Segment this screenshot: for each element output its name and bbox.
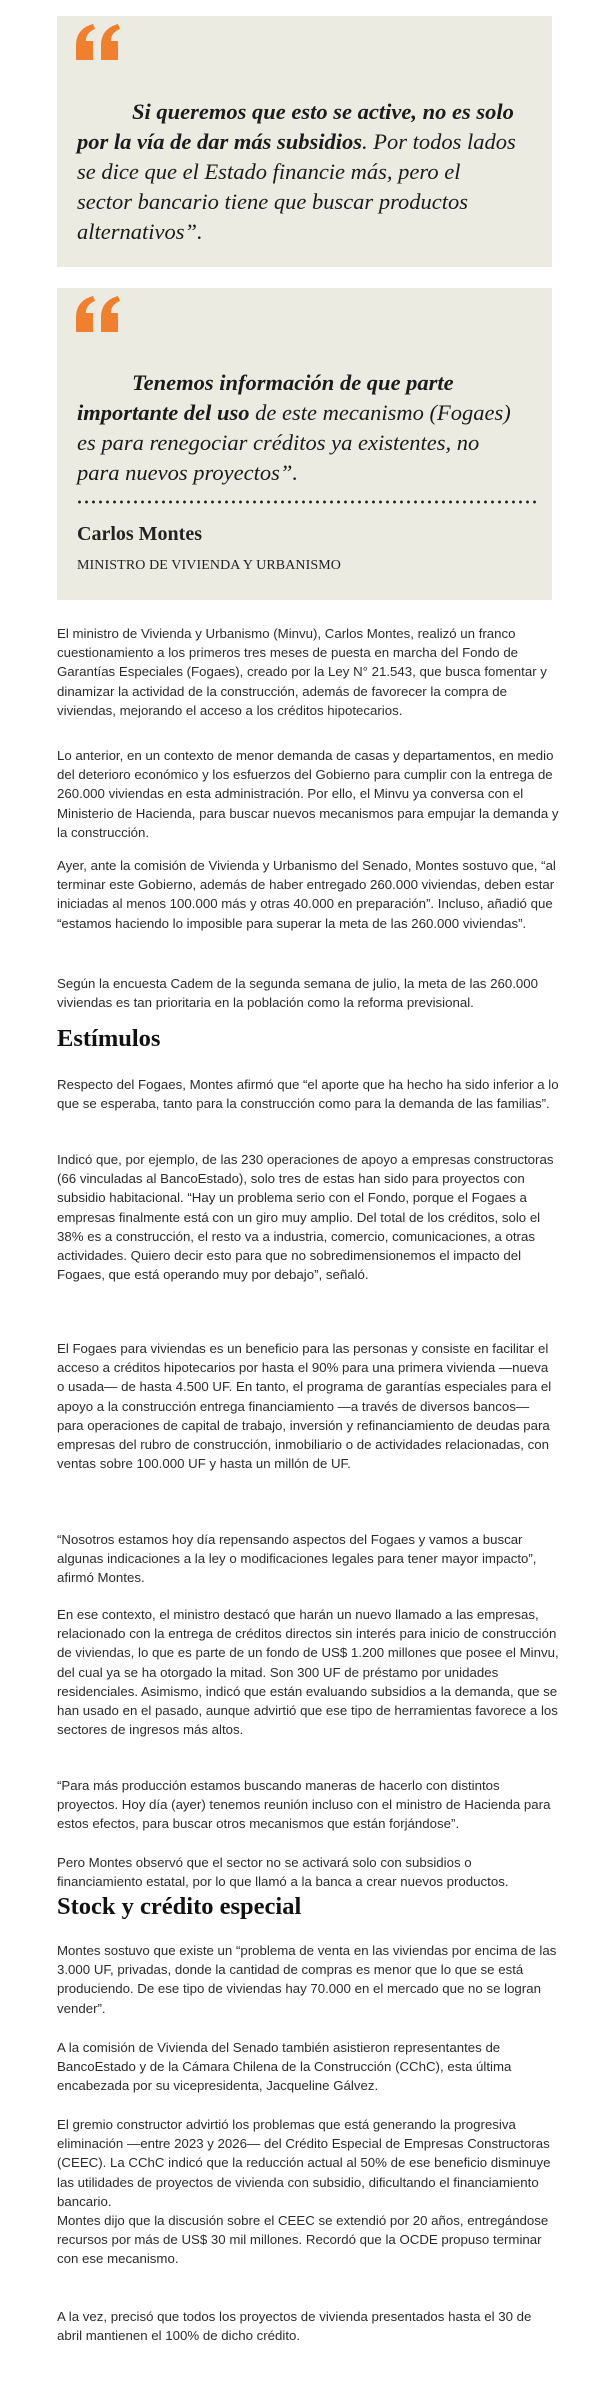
article-paragraph: El ministro de Vivienda y Urbanismo (Minvu), Carlos Montes, realizó un franco cuestionamiento a los primeros tres meses de puesta en marcha del Fondo de Garantías Especiales (Fogaes), creado por la Ley N° 21.543, que busca fomentar y dinamizar la actividad de la construcción, además de favorecer la compra de viviendas, mejorando el acceso a los créditos hipotecarios.: [57, 626, 547, 718]
article-paragraph: Lo anterior, en un contexto de menor demanda de casas y departamentos, en medio del deterioro económico y los esfuerzos del Gobierno para cumplir con la entrega de 260.000 viviendas en esta administración. Por ello, el Minvu ya conversa con el Ministerio de Hacienda, para buscar nuevos mecanismos para empujar la demanda y la construcción.: [57, 748, 559, 840]
article-paragraph: Ayer, ante la comisión de Vivienda y Urbanismo del Senado, Montes sostuvo que, “al terminar este Gobierno, además de haber entregado 260.000 viviendas, deben estar iniciadas al menos 100.000 más y otras 40.000 en preparación”. Incluso, añadió que “estamos haciendo lo imposible para superar la meta de las 260.000 viviendas”.: [57, 858, 556, 931]
quote-mark-icon: [74, 24, 122, 62]
section-heading: Stock y crédito especial: [57, 1893, 302, 1920]
article-paragraph: El gremio constructor advirtió los problemas que está generando la progresiva eliminación —entre 2023 y 2026— del Crédito Especial de Empresas Constructoras (CEEC). La CChC indicó que la reducción actual al 50% de ese beneficio disminuye las utilidades de proyectos de vivienda con subsidio, dificultando el financiamiento bancario.: [57, 2117, 551, 2209]
pull-quote-rest: . Por todos lados se dice que el Estado financie más, pero el sector bancario tiene que buscar productos alternativos”.: [77, 129, 516, 244]
article-paragraph: Montes dijo que la discusión sobre el CEEC se extendió por 20 años, entregándose recursos por más de US$ 30 mil millones. Recordó que la OCDE propuso terminar con ese mecanismo.: [57, 2213, 549, 2267]
pull-quote-rest: de este mecanismo (Fogaes) es para renegociar créditos ya existentes, no para nuevos proyectos”.: [77, 400, 511, 485]
pull-quote-emphasis: Tenemos información de que parte importante del uso: [77, 370, 454, 425]
pull-quote-emphasis: Si queremos que esto se active, no es solo por la vía de dar más subsidios: [77, 99, 514, 154]
article-paragraph: Pero Montes observó que el sector no se activará solo con subsidios o financiamiento estatal, por lo que llamó a la banca a crear nuevos productos.: [57, 1855, 509, 1890]
pull-quote-text: [77, 368, 518, 488]
dotted-divider: [76, 500, 536, 504]
section-heading: Estímulos: [57, 1025, 161, 1052]
article-paragraph: Montes sostuvo que existe un “problema de venta en las viviendas por encima de las 3.000 UF, privadas, donde la cantidad de compras es menor que lo que se está produciendo. De ese tipo de viviendas hay 70.000 en el mercado que no se logran vender”.: [57, 1943, 557, 2016]
article-paragraph: “Para más producción estamos buscando maneras de hacerlo con distintos proyectos. Hoy día (ayer) tenemos reunión incluso con el ministro de Hacienda para estos efectos, para buscar otros mecanismos que están forjándose”.: [57, 1778, 551, 1832]
pull-quote: [57, 16, 552, 267]
pull-quote: [57, 288, 552, 600]
quote-author-role: MINISTRO DE VIVIENDA Y URBANISMO: [77, 558, 342, 573]
pull-quote-text: [77, 97, 518, 247]
article-paragraph: A la comisión de Vivienda del Senado también asistieron representantes de BancoEstado y de la Cámara Chilena de la Construcción (CChC), esta última encabezada por su vicepresidenta, Jacqueline Gálvez.: [57, 2040, 512, 2094]
article-paragraph: “Nosotros estamos hoy día repensando aspectos del Fogaes y vamos a buscar algunas indicaciones a la ley o modificaciones legales para tener mayor impacto”, afirmó Montes.: [57, 1532, 537, 1586]
article-paragraph: Respecto del Fogaes, Montes afirmó que “el aporte que ha hecho ha sido inferior a lo que se esperaba, tanto para la construcción como para la demanda de las familias”.: [57, 1077, 559, 1112]
quote-mark-icon: [74, 296, 122, 334]
article-paragraph: Según la encuesta Cadem de la segunda semana de julio, la meta de las 260.000 viviendas es tan prioritaria en la población como la reforma previsional.: [57, 976, 539, 1011]
article-paragraph: Indicó que, por ejemplo, de las 230 operaciones de apoyo a empresas constructoras (66 vinculadas al BancoEstado), solo tres de estas han sido para proyectos con subsidio habitacional. “Hay un problema serio con el Fondo, porque el Fogaes a empresas finalmente está con un giro muy amplio. Del total de los créditos, solo el 38% es a construcción, el resto va a industria, comercio, comunicaciones, a otras actividades. Quiero decir esto para que no sobredimensionemos el impacto del Fogaes, que está operando muy por debajo”, señaló.: [57, 1152, 554, 1283]
quote-author-name: Carlos Montes: [77, 523, 202, 545]
article-paragraph: A la vez, precisó que todos los proyectos de vivienda presentados hasta el 30 de abril mantienen el 100% de dicho crédito.: [57, 2309, 532, 2344]
article-paragraph: El Fogaes para viviendas es un beneficio para las personas y consiste en facilitar el acceso a créditos hipotecarios por hasta el 90% para una primera vivienda —nueva o usada— de hasta 4.500 UF. En tanto, el programa de garantías especiales para el apoyo a la construcción entrega financiamiento —a través de diversos bancos— para operaciones de capital de trabajo, inversión y refinanciamiento de deudas para empresas del rubro de construcción, inmobiliario o de actividades relacionadas, con ventas sobre 100.000 UF y hasta un millón de UF.: [57, 1341, 552, 1472]
article-paragraph: En ese contexto, el ministro destacó que harán un nuevo llamado a las empresas, relacionado con la entrega de créditos directos sin interés para inicio de construcción de viviendas, lo que es parte de un fondo de US$ 1.200 millones que posee el Minvu, del cual ya se ha otorgado la mitad. Son 300 UF de préstamo por unidades residenciales. Asimismo, indicó que están evaluando subsidios a la demanda, que se han usado en el pasado, aunque advirtió que ese tipo de herramientas favorece a los sectores de ingresos más altos.: [57, 1607, 559, 1738]
